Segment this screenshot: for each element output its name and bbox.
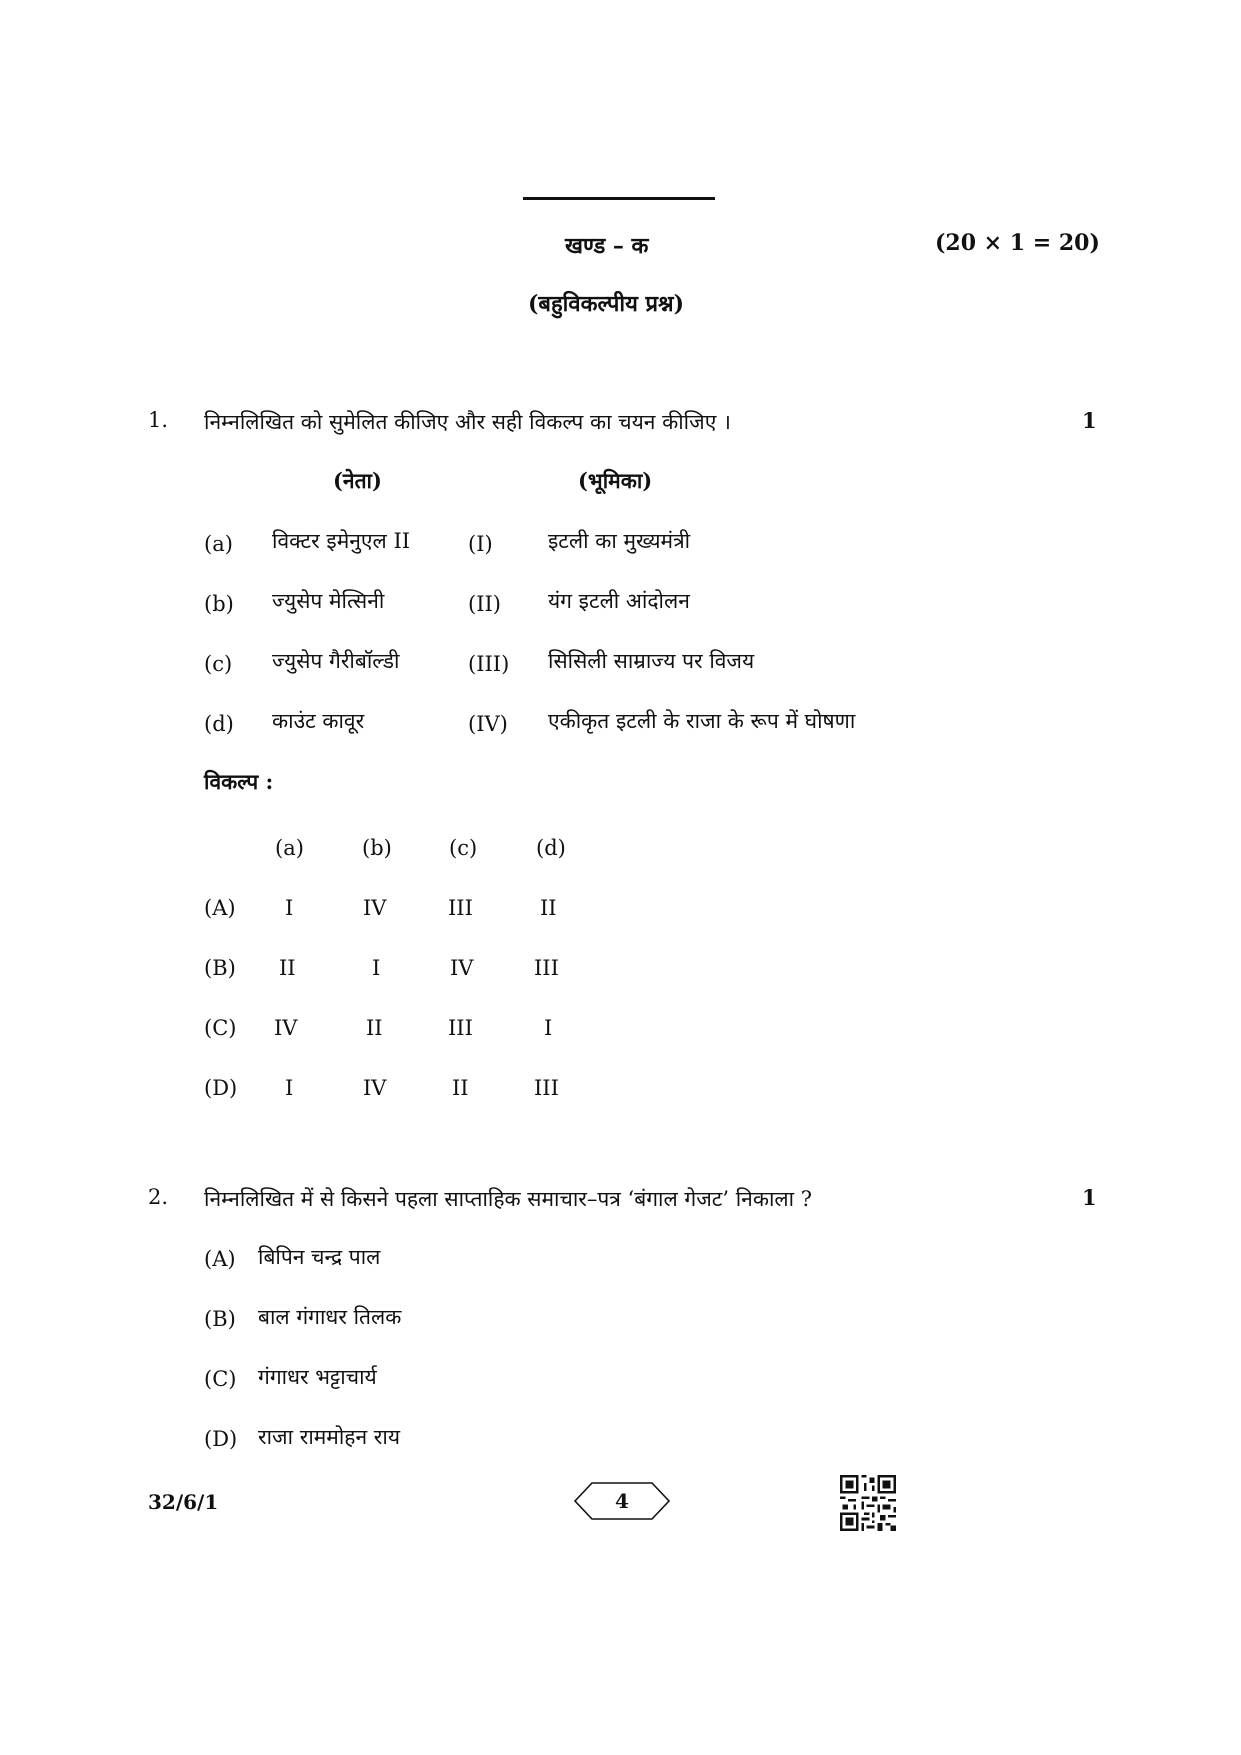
option-value: I bbox=[285, 1076, 294, 1100]
page-number-badge bbox=[572, 1481, 672, 1521]
option-label: (C) bbox=[204, 1016, 237, 1040]
pair-right-label: (IV) bbox=[468, 712, 508, 736]
option-label: (B) bbox=[204, 1307, 236, 1331]
section-subtitle: (बहुविकल्पीय प्रश्न) bbox=[528, 291, 685, 317]
option-value: II bbox=[366, 1016, 383, 1040]
option-value: I bbox=[544, 1016, 553, 1040]
q2-marks: 1 bbox=[1082, 1185, 1097, 1210]
qr-code-icon bbox=[840, 1475, 896, 1531]
option-text: राजा राममोहन राय bbox=[258, 1425, 400, 1449]
pair-left-label: (d) bbox=[204, 712, 234, 736]
option-label: (A) bbox=[204, 1247, 236, 1271]
q2-number: 2. bbox=[148, 1185, 169, 1209]
pair-left-label: (b) bbox=[204, 592, 234, 616]
option-text: बाल गंगाधर तिलक bbox=[258, 1305, 402, 1329]
q1-col-right-header: (भूमिका) bbox=[578, 468, 653, 493]
options-col-header: (d) bbox=[536, 836, 566, 860]
option-label: (A) bbox=[204, 896, 236, 920]
option-value: III bbox=[448, 1016, 473, 1040]
option-value: I bbox=[285, 896, 294, 920]
pair-right-text: सिसिली साम्राज्य पर विजय bbox=[548, 649, 755, 673]
option-value: III bbox=[534, 956, 559, 980]
pair-left-text: काउंट कावूर bbox=[272, 709, 365, 733]
top-rule bbox=[523, 197, 715, 200]
option-value: IV bbox=[450, 956, 474, 980]
pair-left-text: ज्युसेप मेत्सिनी bbox=[272, 589, 385, 613]
q2-text: निम्नलिखित में से किसने पहला साप्ताहिक समाचार–पत्र ‘बंगाल गेजट’ निकाला ? bbox=[204, 1187, 813, 1211]
q1-col-left-header: (नेता) bbox=[333, 468, 382, 493]
option-label: (D) bbox=[204, 1427, 238, 1451]
pair-right-text: एकीकृत इटली के राजा के रूप में घोषणा bbox=[548, 709, 856, 733]
pair-left-text: ज्युसेप गैरीबॉल्डी bbox=[272, 649, 400, 673]
page-number: 4 bbox=[615, 1489, 629, 1513]
options-col-header: (b) bbox=[362, 836, 392, 860]
pair-left-text: विक्टर इमेनुएल II bbox=[272, 529, 411, 553]
pair-left-label: (a) bbox=[204, 532, 233, 556]
option-value: II bbox=[279, 956, 296, 980]
option-value: III bbox=[534, 1076, 559, 1100]
q1-options-heading: विकल्प : bbox=[204, 769, 274, 794]
option-value: III bbox=[448, 896, 473, 920]
q1-text: निम्नलिखित को सुमेलित कीजिए और सही विकल्प का चयन कीजिए । bbox=[204, 410, 731, 434]
pair-left-label: (c) bbox=[204, 652, 233, 676]
option-value: IV bbox=[274, 1016, 298, 1040]
option-text: गंगाधर भट्टाचार्य bbox=[258, 1365, 377, 1389]
section-marks: (20 × 1 = 20) bbox=[935, 230, 1100, 256]
option-text: बिपिन चन्द्र पाल bbox=[258, 1245, 381, 1269]
pair-right-text: यंग इटली आंदोलन bbox=[548, 589, 690, 613]
option-label: (B) bbox=[204, 956, 236, 980]
option-label: (C) bbox=[204, 1367, 237, 1391]
section-title: खण्ड – क bbox=[565, 233, 649, 259]
option-value: II bbox=[540, 896, 557, 920]
option-value: IV bbox=[363, 896, 387, 920]
options-col-header: (a) bbox=[275, 836, 304, 860]
pair-right-text: इटली का मुख्यमंत्री bbox=[548, 529, 691, 553]
option-value: IV bbox=[363, 1076, 387, 1100]
q1-number: 1. bbox=[148, 408, 169, 432]
pair-right-label: (III) bbox=[468, 652, 510, 676]
pair-right-label: (II) bbox=[468, 592, 501, 616]
paper-code: 32/6/1 bbox=[148, 1490, 219, 1514]
option-value: II bbox=[452, 1076, 469, 1100]
option-label: (D) bbox=[204, 1076, 238, 1100]
pair-right-label: (I) bbox=[468, 532, 493, 556]
options-col-header: (c) bbox=[449, 836, 478, 860]
option-value: I bbox=[372, 956, 381, 980]
q1-marks: 1 bbox=[1082, 408, 1097, 433]
